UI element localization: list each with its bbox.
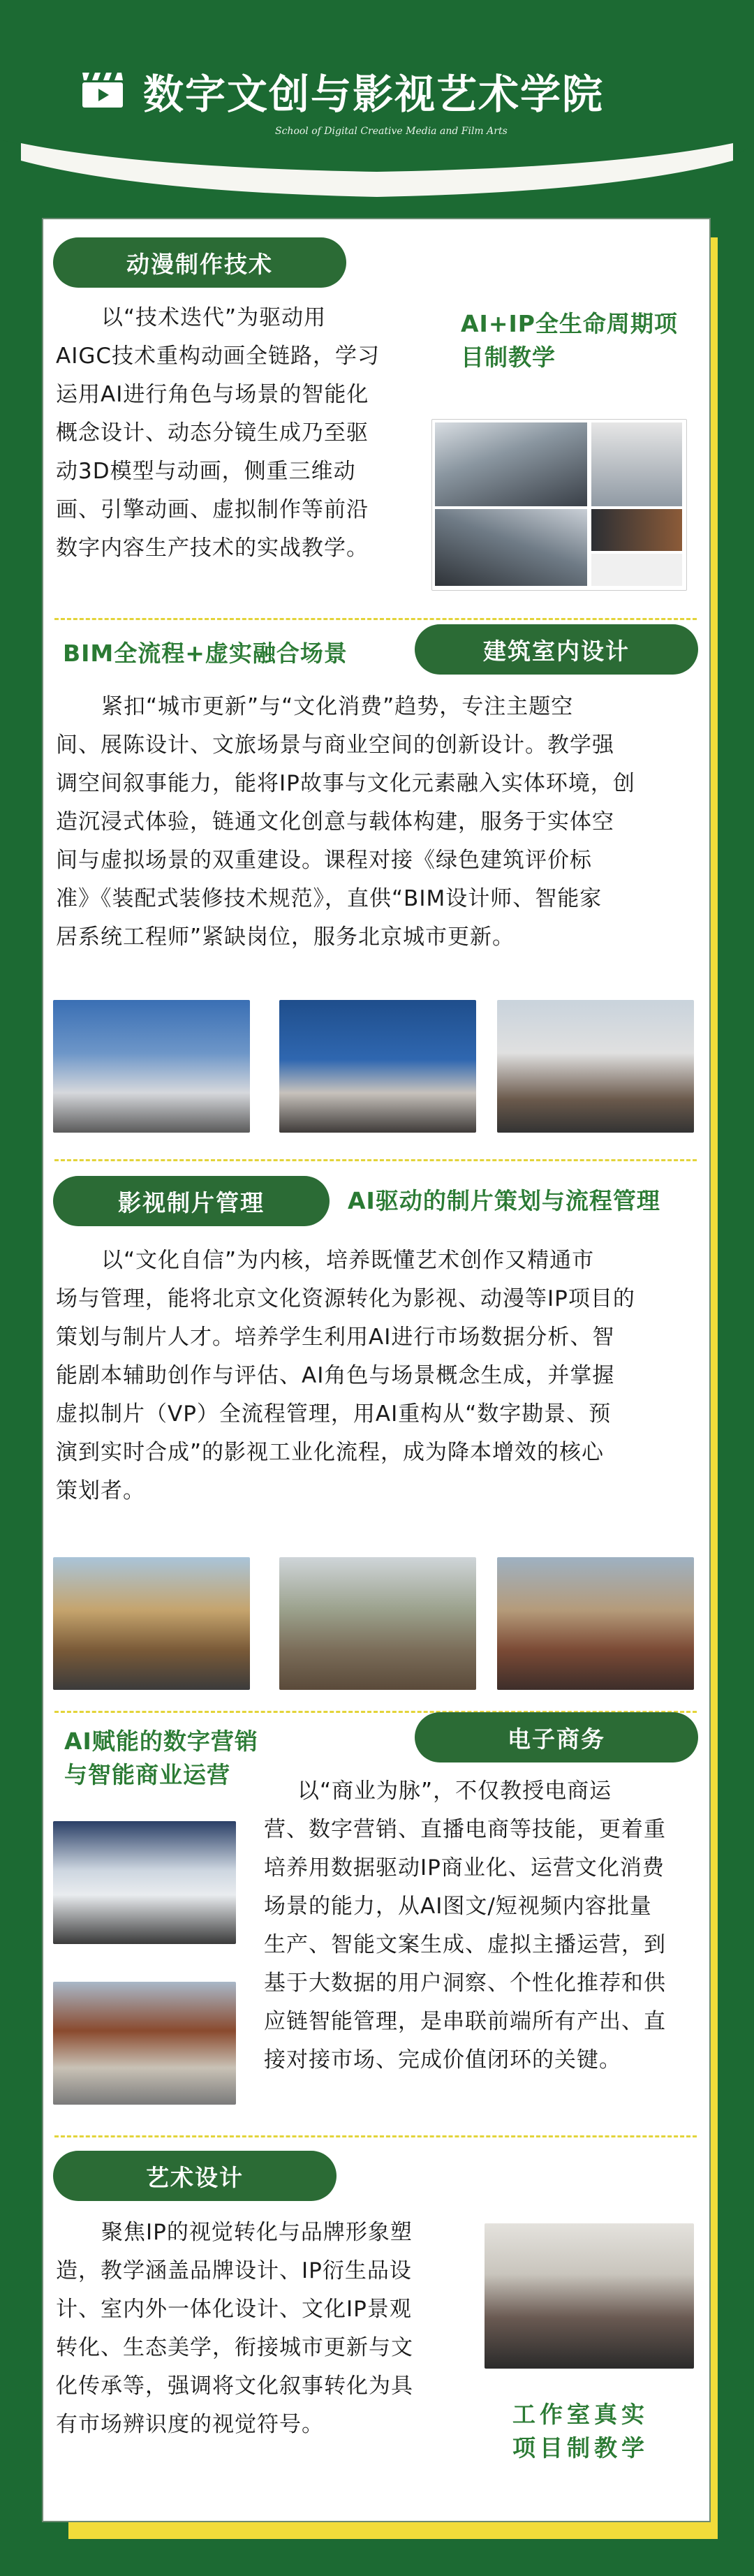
text-line: 运用AI进行角色与场景的智能化 [56, 382, 369, 407]
text-line: 调空间叙事能力，能将IP故事与文化元素融入实体环境，创 [56, 771, 635, 796]
text-ecommerce [264, 1772, 698, 2080]
text-line: 营、数字营销、直播电商等技能，更着重 [264, 1817, 666, 1842]
text-line: 接对接市场、完成价值闭环的关键。 [264, 2047, 621, 2073]
text-line: 间、展陈设计、文旅场景与商业空间的创新设计。教学强 [56, 733, 614, 758]
text-line: 聚焦IP的视觉转化与品牌形象塑 [101, 2220, 413, 2245]
text-line: AIGC技术重构动画全链路，学习 [56, 344, 380, 369]
pill-film: 影视制片管理 [53, 1176, 330, 1226]
text-line: 准》《装配式装修技术规范》，直供“BIM设计师、智能家 [56, 886, 603, 911]
feature-animation: AI+IP全生命周期项目制教学 [461, 310, 678, 371]
text-line: 场与管理，能将北京文化资源转化为影视、动漫等IP项目的 [56, 1286, 635, 1311]
feature-architecture: BIM全流程+虚实融合场景 [63, 640, 348, 667]
feature-line: AI赋能的数字营销 [64, 1728, 258, 1755]
architecture-photo-award [279, 1000, 476, 1133]
film-photo-shooting [53, 1557, 250, 1690]
text-line: 计、室内外一体化设计、文化IP景观 [56, 2297, 412, 2322]
text-line: 概念设计、动态分镜生成乃至驱 [56, 420, 369, 446]
pill-animation: 动漫制作技术 [53, 237, 346, 288]
architecture-photo-exhibition [497, 1000, 694, 1133]
text-line: 演到实时合成”的影视工业化流程，成为降本增效的核心 [56, 1440, 605, 1465]
text-line: 以“技术迭代”为驱动用 [101, 305, 327, 330]
text-line: 能剧本辅助创作与评估、AI角色与场景概念生成，并掌握 [56, 1363, 615, 1388]
text-line: 以“商业为脉”，不仅教授电商运 [297, 1779, 612, 1804]
text-line: 虚拟制片（VP）全流程管理，用AI重构从“数字勘景、预 [56, 1401, 612, 1427]
section-divider [54, 1159, 697, 1161]
feature-line: 项目制教学 [512, 2434, 649, 2461]
page-subtitle: School of Digital Creative Media and Film Arts [275, 126, 508, 137]
text-line: 培养用数据驱动IP商业化、运营文化消费 [264, 1855, 665, 1881]
art-photo-studio [485, 2223, 694, 2369]
text-line: 造，教学涵盖品牌设计、IP衍生品设 [56, 2258, 412, 2283]
section-divider [54, 618, 697, 620]
ecommerce-photo-studio [53, 1821, 236, 1944]
text-line: 间与虚拟场景的双重建设。课程对接《绿色建筑评价标 [56, 848, 592, 873]
film-photo-outdoor [279, 1557, 476, 1690]
pill-architecture: 建筑室内设计 [415, 624, 698, 675]
text-line: 应链智能管理，是串联前端所有产出、直 [264, 2009, 666, 2034]
page-title: 数字文创与影视艺术学院 [143, 71, 605, 118]
text-art [56, 2214, 475, 2444]
pill-art: 艺术设计 [53, 2151, 337, 2201]
text-architecture [56, 688, 698, 957]
text-line: 动3D模型与动画，侧重三维动 [56, 459, 356, 484]
animation-storyboard-image [431, 419, 687, 591]
feature-art [512, 2398, 649, 2465]
clapperboard-icon [81, 70, 124, 109]
text-line: 居系统工程师”紧缺岗位，服务北京城市更新。 [56, 925, 515, 950]
film-photo-group [497, 1557, 694, 1690]
text-line: 数字内容生产技术的实战教学。 [56, 536, 369, 561]
text-line: 生产、智能文案生成、虚拟主播运营，到 [264, 1932, 666, 1957]
pill-ecommerce: 电子商务 [415, 1712, 698, 1762]
text-line: 造沉浸式体验，链通文化创意与载体构建，服务于实体空 [56, 809, 614, 834]
text-line: 策划者。 [56, 1478, 145, 1503]
feature-film: AI驱动的制片策划与流程管理 [348, 1187, 660, 1214]
text-film [56, 1242, 698, 1510]
ecommerce-photo-building [53, 1982, 236, 2105]
feature-line: 工作室真实 [512, 2401, 649, 2428]
text-line: 转化、生态美学，衔接城市更新与文 [56, 2335, 413, 2360]
page-header [0, 0, 754, 209]
text-line: 画、引擎动画、虚拟制作等前沿 [56, 497, 369, 522]
section-divider [54, 2135, 697, 2137]
text-line: 基于大数据的用户洞察、个性化推荐和供 [264, 1971, 666, 1996]
text-line: 场景的能力，从AI图文/短视频内容批量 [264, 1894, 652, 1919]
feature-ecommerce [64, 1725, 258, 1792]
feature-line: 与智能商业运营 [64, 1761, 230, 1788]
text-animation [56, 299, 433, 568]
text-line: 化传承等，强调将文化叙事转化为具 [56, 2373, 413, 2399]
text-line: 以“文化自信”为内核，培养既懂艺术创作又精通市 [101, 1248, 595, 1273]
architecture-photo-classroom [53, 1000, 250, 1133]
text-line: 有市场辨识度的视觉符号。 [56, 2412, 324, 2437]
text-line: 策划与制片人才。培养学生利用AI进行市场数据分析、智 [56, 1325, 615, 1350]
text-line: 紧扣“城市更新”与“文化消费”趋势，专注主题空 [101, 694, 574, 719]
